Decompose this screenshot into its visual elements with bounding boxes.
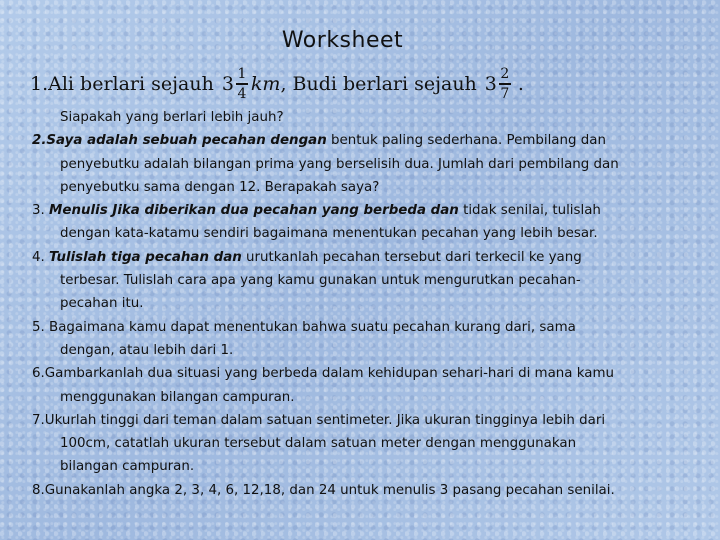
q4-rest: urutkanlah pecahan tersebut dari terkecil ke yang <box>241 249 582 265</box>
q1-whole-b: 3 <box>484 73 497 95</box>
q1-text-b: , Budi berlari sejauh <box>280 73 477 95</box>
q8-line-1: 8.Gunakanlah angka 2, 3, 4, 6, 12,18, dan 24 untuk menulis 3 pasang pecahan senilai. <box>32 482 615 498</box>
q1-unit: km <box>250 73 281 95</box>
q7-line-3: bilangan campuran. <box>60 459 195 475</box>
q7-line-1: 7.Ukurlah tinggi dari teman dalam satuan sentimeter. Jika ukuran tingginya lebih dari <box>32 412 606 428</box>
q1-fraction-b <box>499 66 511 101</box>
q1-denominator-a: 4 <box>237 85 247 102</box>
page-title: Worksheet <box>281 28 404 53</box>
worksheet-questions <box>32 106 702 502</box>
q4-line-1 <box>32 246 702 269</box>
q6-line-1: 6.Gambarkanlah dua situasi yang berbeda dalam kehidupan sehari-hari di mana kamu <box>32 366 615 382</box>
q1-text-a: 1.Ali berlari sejauh <box>30 73 214 95</box>
q4-emphasis: Tulislah tiga pecahan dan <box>49 249 242 265</box>
q1-line-2: Siapakah yang berlari lebih jauh? <box>60 110 284 125</box>
question-1-math <box>30 62 524 106</box>
q4-line-3: pecahan itu. <box>60 296 144 312</box>
q3-line-1 <box>32 199 702 222</box>
q1-numerator-b: 2 <box>500 66 510 83</box>
q2-line-2: penyebutku adalah bilangan prima yang berselisih dua. Jumlah dari pembilang dan <box>60 156 619 172</box>
q3-number: 3. <box>32 203 50 219</box>
q1-numerator-a: 1 <box>237 66 247 83</box>
q1-denominator-b: 7 <box>500 85 510 102</box>
q4-number: 4. <box>32 249 50 265</box>
q1-end: . <box>517 73 524 95</box>
q4-line-2: terbesar. Tulislah cara apa yang kamu gunakan untuk mengurutkan pecahan- <box>60 273 581 289</box>
q7-line-2: 100cm, catatlah ukuran tersebut dalam satuan meter dengan menggunakan <box>60 436 577 452</box>
q2-line-1 <box>32 129 702 152</box>
q3-rest: tidak senilai, tulislah <box>458 203 601 219</box>
q3-emphasis: Menulis Jika diberikan dua pecahan yang berbeda dan <box>49 203 459 219</box>
fraction-bar <box>236 83 248 84</box>
q1-fraction-a <box>236 66 248 101</box>
q1-whole-a: 3 <box>221 73 234 95</box>
q5-line-2: dengan, atau lebih dari 1. <box>60 342 234 358</box>
fraction-bar <box>499 83 511 84</box>
q5-line-1: 5. Bagaimana kamu dapat menentukan bahwa suatu pecahan kurang dari, sama <box>32 319 576 335</box>
q2-emphasis: 2.Saya adalah sebuah pecahan dengan <box>32 133 327 149</box>
q2-line-3: penyebutku sama dengan 12. Berapakah saya? <box>60 179 380 195</box>
q3-line-2: dengan kata-katamu sendiri bagaimana menentukan pecahan yang lebih besar. <box>60 226 598 242</box>
q6-line-2: menggunakan bilangan campuran. <box>60 389 295 405</box>
q2-rest: bentuk paling sederhana. Pembilang dan <box>326 133 606 149</box>
